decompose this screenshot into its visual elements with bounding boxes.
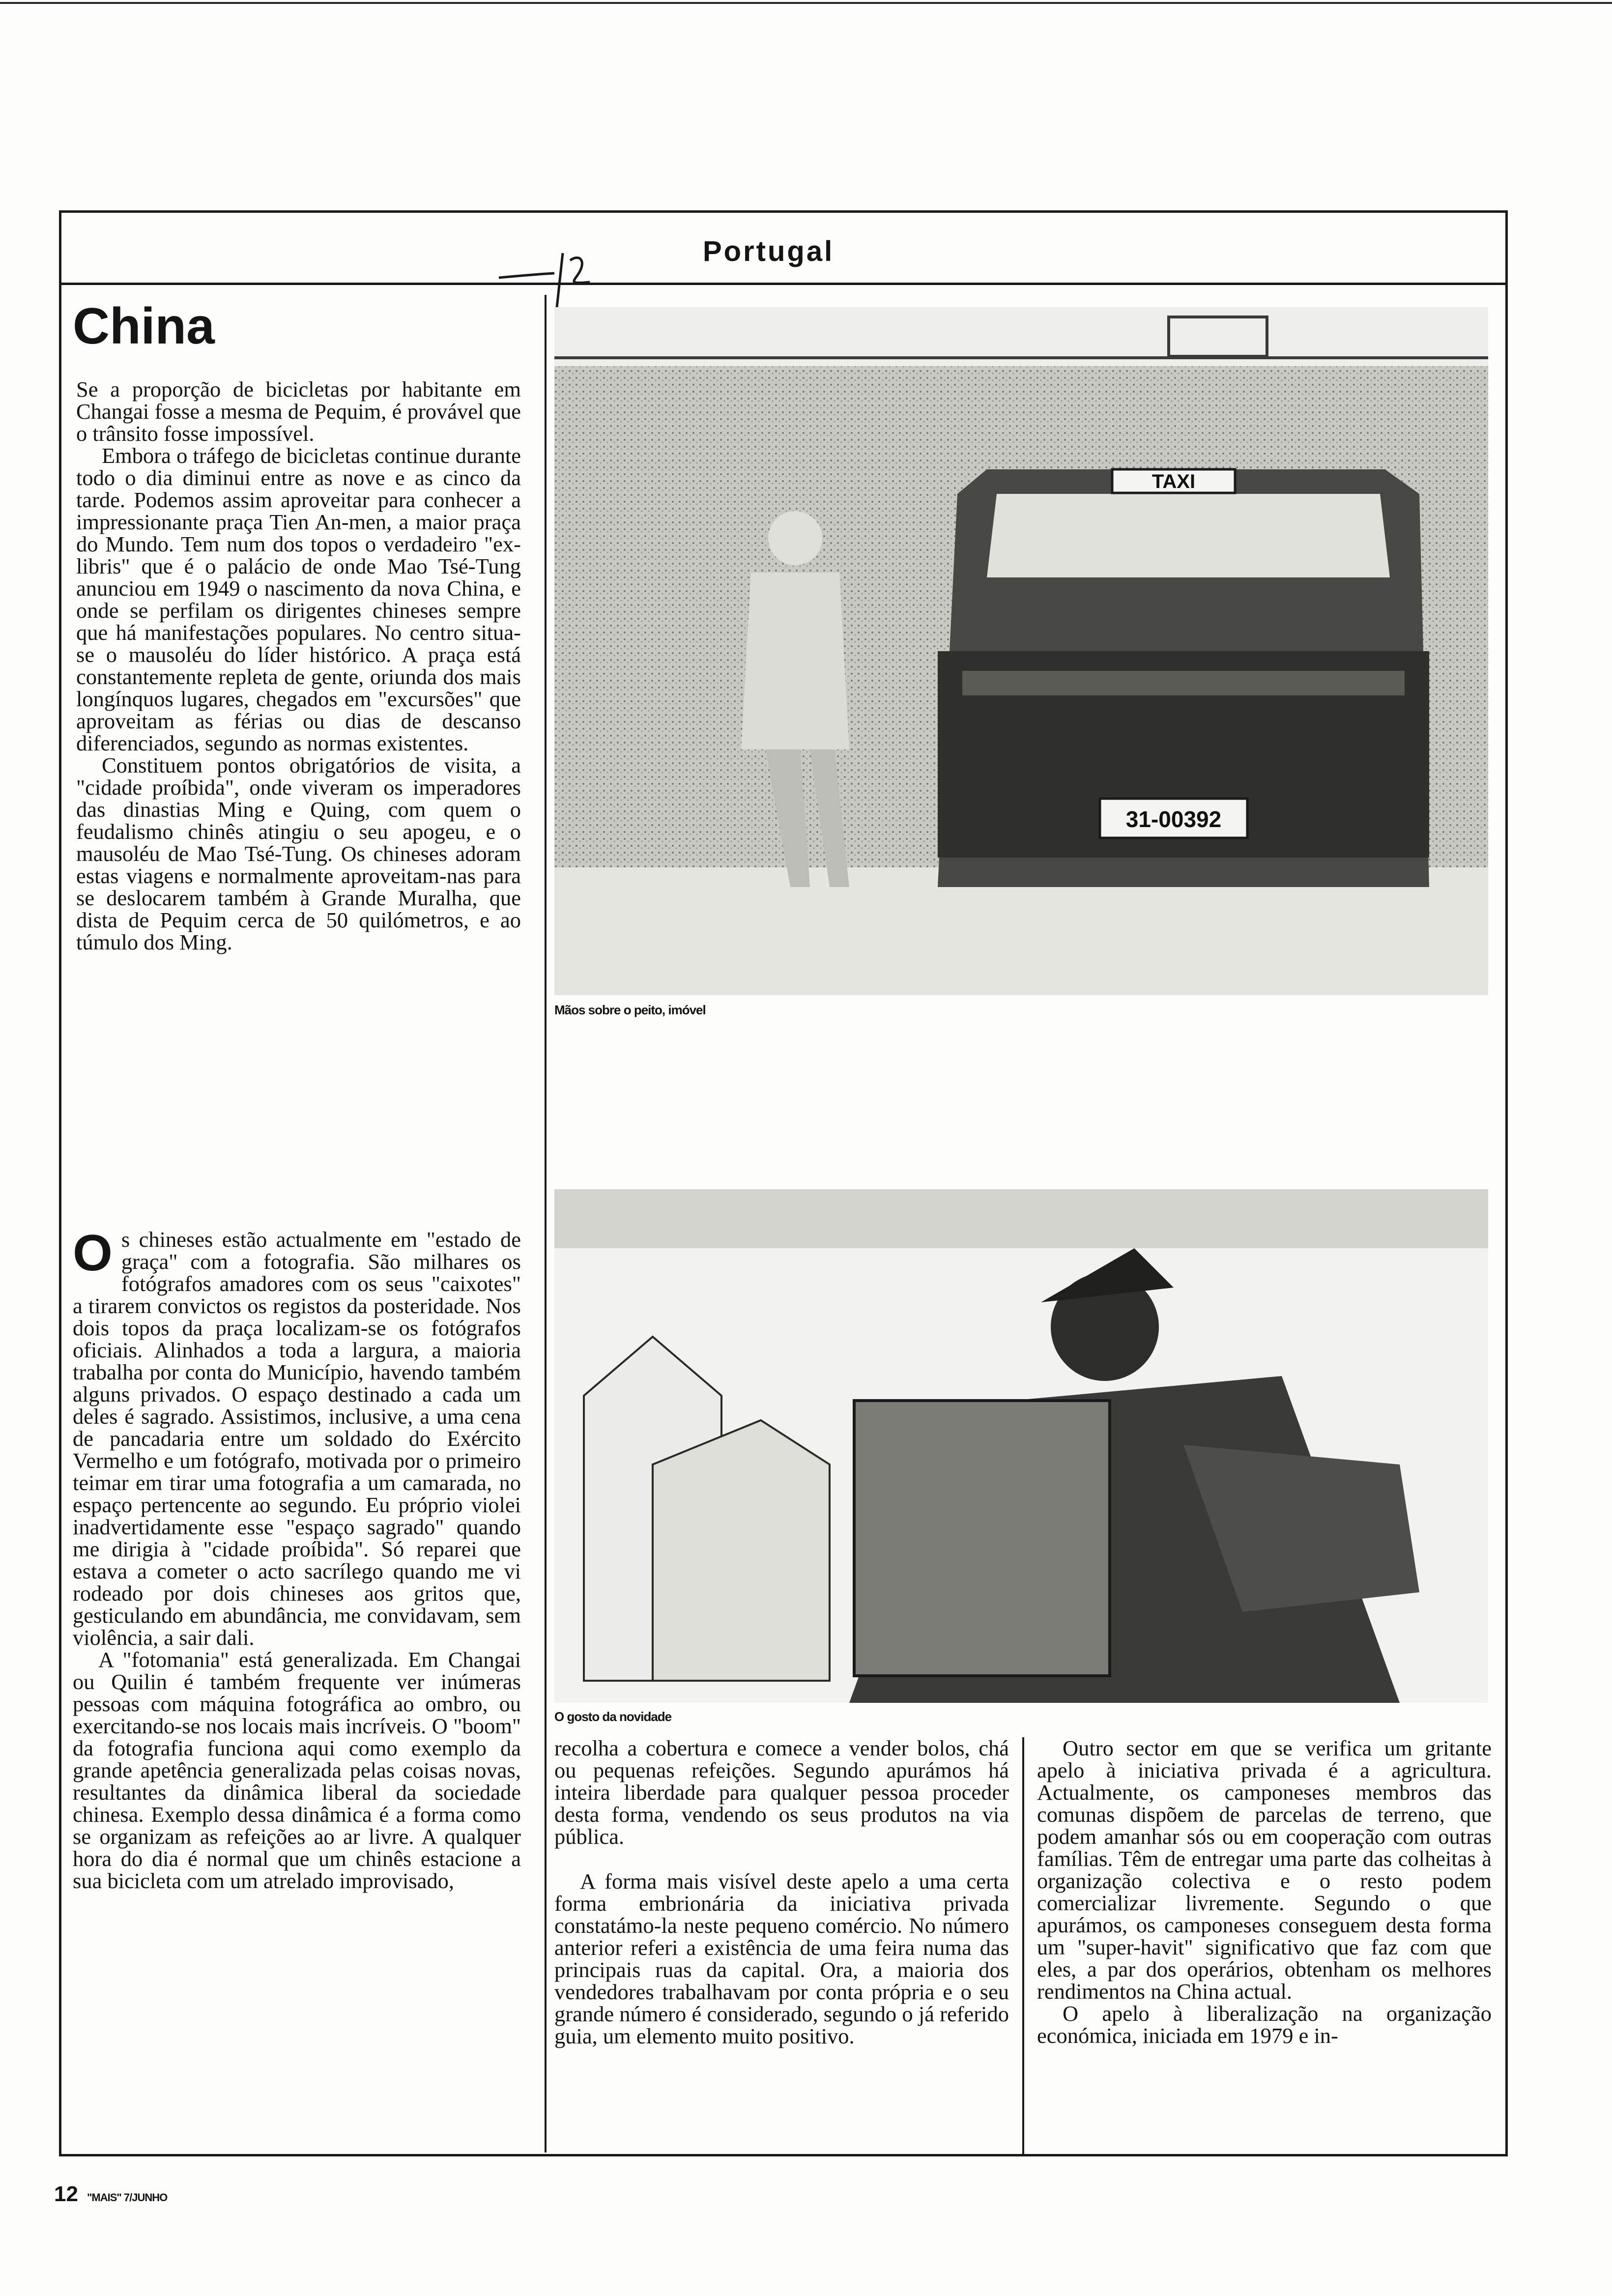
paragraph: Se a proporção de bicicletas por habitante em Changai fosse a mesma de Pequim, é provável que o trânsito fosse impossível. xyxy=(76,377,521,446)
photo-caption: Mãos sobre o peito, imóvel xyxy=(554,1003,706,1017)
taxi-sign: TAXI xyxy=(1151,471,1196,492)
paragraph: recolha a cobertura e comece a vender bolos, chá ou pequenas refeições. Segundo apurámos há inteira liberdade para qualquer pessoa proceder desta forma, vendendo os seus produtos na via pública. xyxy=(554,1736,1009,1849)
photo-taxi-image xyxy=(554,307,1488,995)
left-column-lower xyxy=(73,1225,521,1893)
paragraph xyxy=(73,1225,521,1650)
page-footer xyxy=(54,2182,167,2207)
paragraph: Embora o tráfego de bicicletas continue durante todo o dia diminui entre as nove e as cinco da tarde. Podemos assim aproveitar para conhecer a impressionante praça Tien An-men, a maior praça do Mundo. Tem num dos topos o verdadeiro "ex-libris" que é o palácio de onde Mao Tsé-Tung anunciou em 1949 o nascimento da nova China, e onde se perfilam os dirigentes chineses sempre que há manifestações populares. No centro situa-se o mausoléu do líder histórico. A praça está constantemente repleta de gente, oriunda dos mais longínquos lugares, chegados em "excursões" que aproveitam as férias ou dias de descanso diferenciados, segundo as normas existentes. xyxy=(76,443,521,755)
middle-column xyxy=(554,1737,1009,2047)
article-title: China xyxy=(73,298,215,355)
paragraph: Outro sector em que se verifica um gritante apelo à iniciativa privada é a agricultura. Actualmente, os camponeses membros das comunas dispõem de parcelas de terreno, que podem amanhar sós ou em cooperação com outras famílias. Têm de entregar uma parte das colheitas à organização colectiva e o resto podem comercializar livremente. Segundo o que apurámos, os camponeses conseguem desta forma um "super-havit" significativo que faz com que eles, a par dos operários, obtenham os melhores rendimentos na China actual. xyxy=(1037,1736,1492,2004)
photo-caption: O gosto da novidade xyxy=(554,1709,672,1724)
publication-name: "MAIS" 7/JUNHO xyxy=(86,2191,168,2204)
page-number: 12 xyxy=(54,2182,78,2206)
right-column xyxy=(1037,1737,1492,2047)
header-rule xyxy=(59,283,1508,285)
paragraph-text: s chineses estão actualmente em "estado de graça" com a fotografia. São milhares os fotógrafos amadores com os seus "caixotes" a tirarem convictos os registos da posteridade. Nos dois topos da praça localizam-se os fotógrafos oficiais. Alinhados a toda a largura, a maioria trabalha por conta do Município, havendo também alguns privados. O espaço destinado a cada um deles é sagrado. Assistimos, inclusive, a uma cena de pancadaria entre um soldado do Exército Vermelho e um fotógrafo, motivada por o primeiro teimar em tirar uma fotografia a um camarada, no espaço pertencente ao segundo. Eu próprio violei inadvertidamente esse "espaço sagrado" quando me dirigia à "cidade proíbida". Só reparei que estava a cometer o acto sacrílego quando me vi rodeado por dois chineses aos gritos que, gesticulando em abundância, me convidavam, sem violência, a sair dali. xyxy=(73,1227,521,1650)
left-column-upper xyxy=(76,378,521,953)
column-divider xyxy=(545,295,547,2152)
column-divider xyxy=(1022,1737,1024,2155)
section-label: Portugal xyxy=(703,235,835,267)
photo-soldier xyxy=(554,1189,1488,1703)
paragraph: Constituem pontos obrigatórios de visita, a "cidade proíbida", onde viveram os imperadores das dinastias Ming e Quing, com quem o feudalismo chinês atingiu o seu apogeu, e o mausoléu de Mao Tsé-Tung. Os chineses adoram estas viagens e normalmente aproveitam-nas para se deslocarem também à Grande Muralha, que dista de Pequim cerca de 50 quilómetros, e ao túmulo dos Ming. xyxy=(76,753,521,954)
photo-taxi xyxy=(554,307,1488,995)
paragraph: A "fotomania" está generalizada. Em Changai ou Quilin é também frequente ver inúmeras pessoas com máquina fotográfica ao ombro, ou exercitando-se nos locais mais incríveis. O "boom" da fotografia funciona aqui como exemplo da grande apetência generalizada pelas coisas novas, resultantes da dinâmica liberal da sociedade chinesa. Exemplo dessa dinâmica é a forma como se organizam as refeições ao ar livre. A qualquer hora do dia é normal que um chinês estacione a sua bicicleta com um atrelado improvisado, xyxy=(73,1647,521,1893)
drop-cap: O xyxy=(73,1225,113,1282)
photo-soldier-image xyxy=(554,1189,1488,1703)
top-edge-rule xyxy=(0,2,1612,4)
license-plate: 31-00392 xyxy=(1125,806,1222,832)
paragraph: A forma mais visível deste apelo a uma certa forma embrionária da iniciativa privada constatámo-la neste pequeno comércio. No número anterior referi a existência de uma feira numa das principais ruas da capital. Ora, a maioria dos vendedores trabalhavam por conta própria e o seu grande número é considerado, segundo o já referido guia, um elemento muito positivo. xyxy=(554,1869,1009,2048)
paragraph: O apelo à liberalização na organização económica, iniciada em 1979 e in- xyxy=(1037,2001,1492,2048)
